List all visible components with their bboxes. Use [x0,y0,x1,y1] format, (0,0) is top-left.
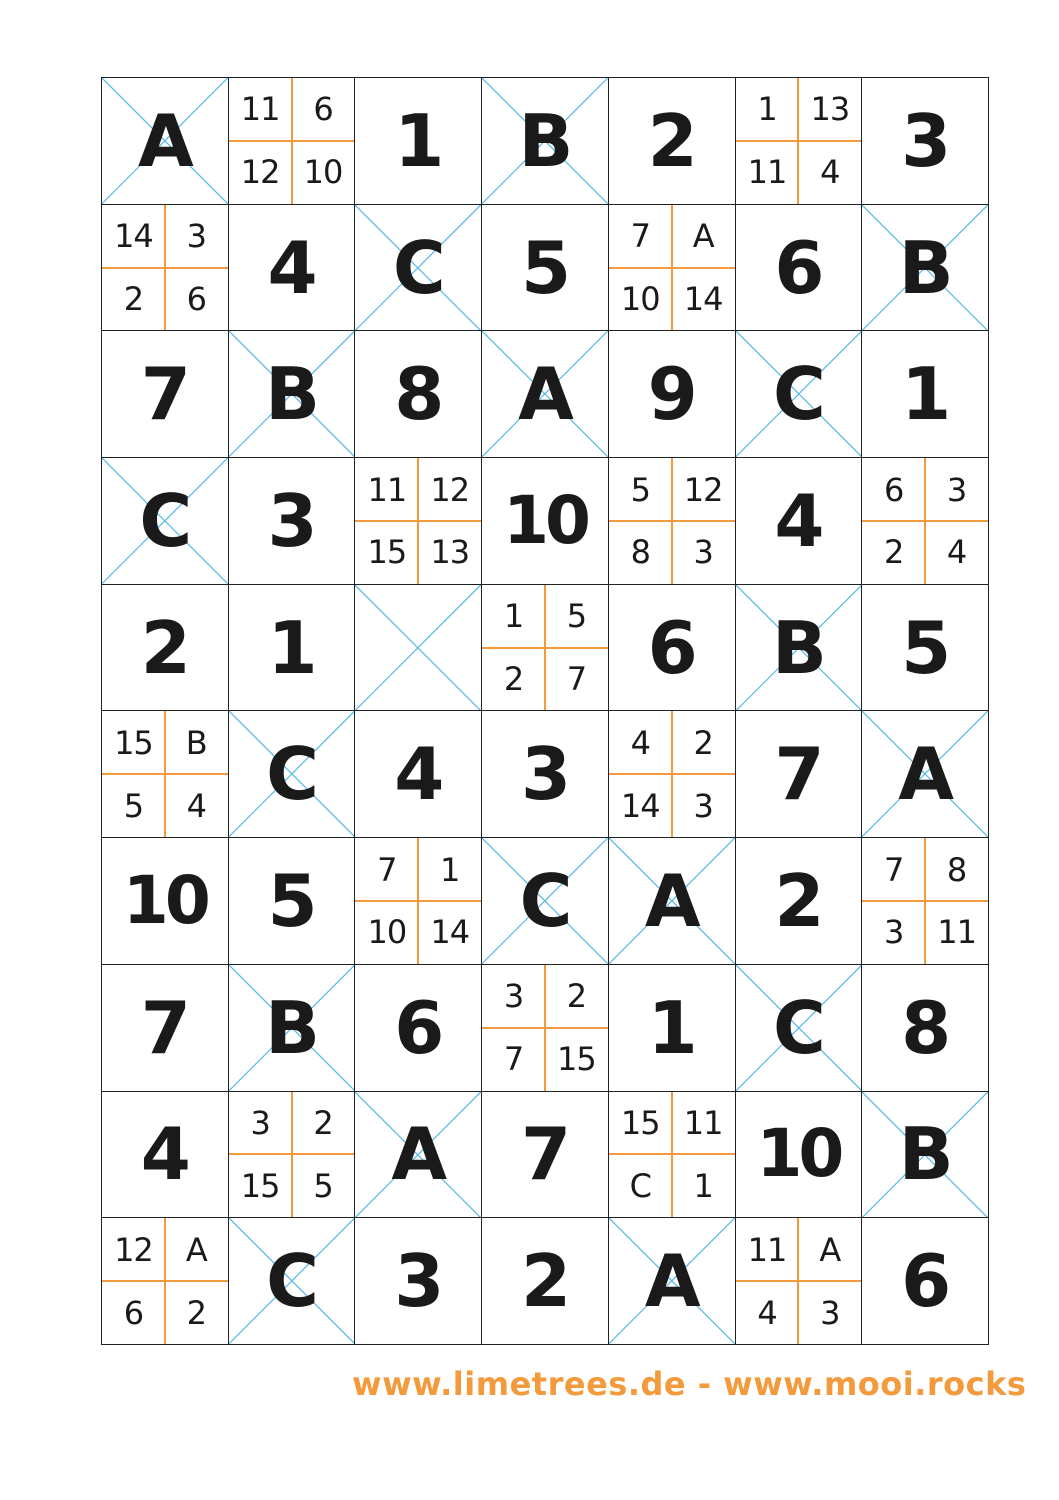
grid-cell-r10-c3 [355,1218,482,1345]
quadrant-value-tl: 7 [884,850,904,889]
quadrant-value-tr: 5 [566,597,587,636]
grid-cell-r1-c5 [609,78,736,205]
grid-cell-r8-c6 [736,965,863,1092]
quadrant-value-br: 3 [693,533,713,572]
grid-cell-r2-c1 [102,205,229,332]
quadrant-value-br: 4 [820,153,840,192]
grid-cell-r7-c7 [862,838,989,965]
grid-cell-r6-c2 [229,711,356,838]
cross-lines [355,585,481,711]
quadrant-value-tl: 5 [630,470,650,509]
cell-symbol: 3 [520,732,570,817]
grid-cell-r7-c4 [482,838,609,965]
grid-cell-r5-c1 [102,585,229,712]
grid-cell-r9-c3 [355,1092,482,1219]
quadrant-value-br: 6 [186,279,206,318]
grid-cell-r4-c4 [482,458,609,585]
grid-cell-r6-c4 [482,711,609,838]
grid-cell-r3-c3 [355,331,482,458]
grid-cell-r8-c3 [355,965,482,1092]
cell-symbol: C [266,732,317,817]
quadrant-value-br: 10 [303,153,343,192]
quadrant-box [229,1092,355,1218]
cell-symbol: A [644,859,699,944]
quadrant-value-tl: 11 [367,470,407,509]
quadrant-value-tr: 3 [946,470,967,509]
cell-symbol: 5 [901,605,950,690]
cell-symbol: A [137,98,192,183]
grid-cell-r8-c5 [609,965,736,1092]
cell-symbol: 2 [647,98,696,183]
grid-cell-r6-c7 [862,711,989,838]
quadrant-box [102,711,228,837]
grid-cell-r10-c6 [736,1218,863,1345]
quadrant-box [736,78,862,204]
quadrant-value-bl: 2 [123,279,144,318]
cell-symbol: B [898,1112,952,1197]
quadrant-value-br: 7 [566,660,587,699]
cell-symbol: B [898,225,952,310]
quadrant-value-tl: 6 [884,470,904,509]
cell-symbol: A [898,732,952,817]
grid-cell-r5-c6 [736,585,863,712]
quadrant-value-tr: 2 [693,723,713,762]
grid-cell-r1-c6 [736,78,863,205]
quadrant-value-br: 14 [683,279,723,318]
quadrant-value-tl: 15 [620,1104,660,1143]
grid-cell-r1-c2 [229,78,356,205]
grid-cell-r2-c5 [609,205,736,332]
quadrant-value-tr: 12 [430,470,470,509]
quadrant-value-br: 2 [186,1293,206,1332]
grid-cell-r1-c7 [862,78,989,205]
grid-cell-r7-c5 [609,838,736,965]
quadrant-box [736,1218,862,1344]
cell-symbol: A [391,1112,446,1197]
cell-symbol: 7 [140,985,189,1070]
grid-cell-r5-c7 [862,585,989,712]
quadrant-value-tr: 1 [440,850,460,889]
grid-cell-r2-c7 [862,205,989,332]
quadrant-value-bl: 11 [747,153,787,192]
cell-symbol: 1 [647,985,696,1070]
cell-symbol: 7 [774,732,823,817]
quadrant-value-br: 5 [313,1166,333,1205]
cell-symbol: C [392,225,444,310]
quadrant-box [355,458,481,584]
grid-cell-r3-c2 [229,331,356,458]
quadrant-value-tr: 11 [683,1104,723,1143]
quadrant-value-tl: 14 [114,217,153,256]
cell-symbol: 5 [520,225,570,310]
quadrant-box [102,1218,228,1344]
quadrant-value-bl: 14 [620,786,660,825]
puzzle-grid [101,77,989,1345]
quadrant-value-tr: A [185,1230,207,1269]
grid-cell-r6-c5 [609,711,736,838]
grid-cell-r5-c4 [482,585,609,712]
quadrant-value-tl: 12 [114,1230,153,1269]
grid-cell-r7-c2 [229,838,356,965]
quadrant-value-tl: 11 [240,90,280,129]
grid-cell-r8-c2 [229,965,356,1092]
quadrant-box [609,458,735,584]
grid-cell-r10-c1 [102,1218,229,1345]
quadrant-value-tl: 7 [377,850,397,889]
cell-symbol: 8 [394,352,443,437]
quadrant-value-tl: 4 [630,723,650,762]
grid-cell-r5-c5 [609,585,736,712]
grid-cell-r4-c7 [862,458,989,585]
grid-cell-r10-c7 [862,1218,989,1345]
quadrant-value-tr: B [185,723,207,762]
grid-cell-r4-c6 [736,458,863,585]
quadrant-value-tl: 3 [250,1104,270,1143]
grid-cell-r2-c4 [482,205,609,332]
grid-cell-r2-c3 [355,205,482,332]
cell-symbol: 6 [394,985,443,1070]
quadrant-value-bl: C [629,1166,651,1205]
grid-cell-r9-c1 [102,1092,229,1219]
cell-symbol: C [266,1239,317,1324]
cell-symbol: 3 [394,1239,443,1324]
quadrant-value-tr: 12 [683,470,723,509]
quadrant-value-tr: A [692,217,714,256]
grid-cell-r6-c1 [102,711,229,838]
cell-symbol: 4 [140,1112,189,1197]
grid-cell-r2-c6 [736,205,863,332]
quadrant-box [862,838,988,964]
cell-symbol: A [518,352,572,437]
quadrant-box [609,205,735,331]
quadrant-value-bl: 6 [123,1293,144,1332]
grid-cell-r10-c2 [229,1218,356,1345]
cell-symbol: 2 [774,859,823,944]
grid-cell-r4-c5 [609,458,736,585]
grid-cell-r4-c2 [229,458,356,585]
grid-cell-r4-c3 [355,458,482,585]
grid-cell-r7-c6 [736,838,863,965]
grid-cell-r10-c4 [482,1218,609,1345]
cell-symbol: 7 [520,1112,570,1197]
cell-symbol: 1 [394,98,443,183]
grid-cell-r10-c5 [609,1218,736,1345]
quadrant-value-bl: 10 [367,913,407,952]
grid-cell-r3-c7 [862,331,989,458]
quadrant-box [609,711,735,837]
cell-symbol: 2 [140,605,189,690]
quadrant-value-br: 3 [820,1293,840,1332]
cell-symbol: C [139,478,191,563]
quadrant-value-br: 4 [946,533,967,572]
cell-symbol: 2 [520,1239,570,1324]
cell-symbol: 10 [122,862,207,940]
cell-symbol: C [773,352,824,437]
grid-cell-r8-c7 [862,965,989,1092]
cell-symbol: B [265,352,318,437]
cell-symbol: 8 [901,985,950,1070]
quadrant-value-tl: 1 [757,90,777,129]
cell-symbol: 1 [901,352,950,437]
footer-links: www.limetrees.de - www.mooi.rocks [352,1365,1027,1403]
quadrant-box [609,1092,735,1218]
grid-cell-r1-c1 [102,78,229,205]
grid-cell-r9-c4 [482,1092,609,1219]
quadrant-value-br: 15 [557,1040,596,1079]
quadrant-value-tl: 7 [630,217,650,256]
grid-cell-r8-c1 [102,965,229,1092]
quadrant-value-bl: 2 [884,533,904,572]
grid-cell-r3-c5 [609,331,736,458]
cell-symbol: 10 [503,481,587,559]
cell-symbol: 5 [267,859,316,944]
quadrant-box [355,838,481,964]
cell-symbol: 7 [140,352,189,437]
cell-symbol: 6 [901,1239,950,1324]
cell-symbol: A [644,1239,699,1324]
grid-cell-r9-c7 [862,1092,989,1219]
cell-symbol: 4 [774,478,823,563]
quadrant-value-bl: 10 [620,279,660,318]
quadrant-value-tr: A [819,1230,841,1269]
quadrant-value-bl: 12 [240,153,280,192]
cell-symbol: 3 [901,98,950,183]
grid-cell-r3-c4 [482,331,609,458]
quadrant-value-bl: 15 [240,1166,280,1205]
quadrant-value-tr: 13 [810,90,850,129]
quadrant-value-br: 14 [430,913,470,952]
quadrant-value-tl: 11 [747,1230,787,1269]
grid-cell-r9-c5 [609,1092,736,1219]
cell-symbol: C [773,985,824,1070]
quadrant-value-bl: 2 [503,660,524,699]
grid-cell-r5-c2 [229,585,356,712]
quadrant-value-br: 11 [937,913,976,952]
grid-cell-r5-c3 [355,585,482,712]
grid-cell-r6-c6 [736,711,863,838]
cell-symbol: C [519,859,571,944]
quadrant-value-tr: 2 [313,1104,333,1143]
quadrant-value-tr: 6 [313,90,333,129]
quadrant-box [102,205,228,331]
quadrant-box [482,965,608,1091]
quadrant-value-tr: 2 [566,977,587,1016]
grid-cell-r9-c6 [736,1092,863,1219]
quadrant-value-br: 4 [186,786,206,825]
cell-symbol: 6 [774,225,823,310]
quadrant-value-bl: 4 [757,1293,777,1332]
cell-symbol: 3 [267,478,316,563]
quadrant-value-br: 1 [693,1166,713,1205]
grid-cell-r9-c2 [229,1092,356,1219]
grid-cell-r7-c1 [102,838,229,965]
grid-cell-r1-c3 [355,78,482,205]
grid-cell-r3-c6 [736,331,863,458]
cell-symbol: 1 [267,605,316,690]
cell-symbol: 10 [756,1115,841,1193]
quadrant-value-br: 3 [693,786,713,825]
grid-cell-r6-c3 [355,711,482,838]
quadrant-value-tl: 1 [503,597,524,636]
grid-cell-r1-c4 [482,78,609,205]
cell-symbol: 4 [267,225,316,310]
quadrant-value-bl: 8 [630,533,650,572]
quadrant-value-tr: 3 [186,217,206,256]
quadrant-value-bl: 15 [367,533,407,572]
cell-symbol: B [265,985,318,1070]
quadrant-value-tl: 3 [503,977,524,1016]
quadrant-box [862,458,988,584]
grid-cell-r7-c3 [355,838,482,965]
quadrant-value-bl: 7 [503,1040,524,1079]
cell-symbol: B [518,98,572,183]
cell-symbol: 9 [647,352,696,437]
quadrant-value-bl: 3 [884,913,904,952]
quadrant-value-tl: 15 [114,723,153,762]
cell-symbol: B [771,605,825,690]
grid-cell-r3-c1 [102,331,229,458]
grid-cell-r4-c1 [102,458,229,585]
grid-cell-r8-c4 [482,965,609,1092]
grid-cell-r2-c2 [229,205,356,332]
cell-symbol: 4 [394,732,443,817]
quadrant-box [482,585,608,711]
cell-symbol: 6 [647,605,696,690]
quadrant-value-br: 13 [430,533,470,572]
quadrant-value-tr: 8 [946,850,967,889]
quadrant-value-bl: 5 [123,786,144,825]
quadrant-box [229,78,355,204]
